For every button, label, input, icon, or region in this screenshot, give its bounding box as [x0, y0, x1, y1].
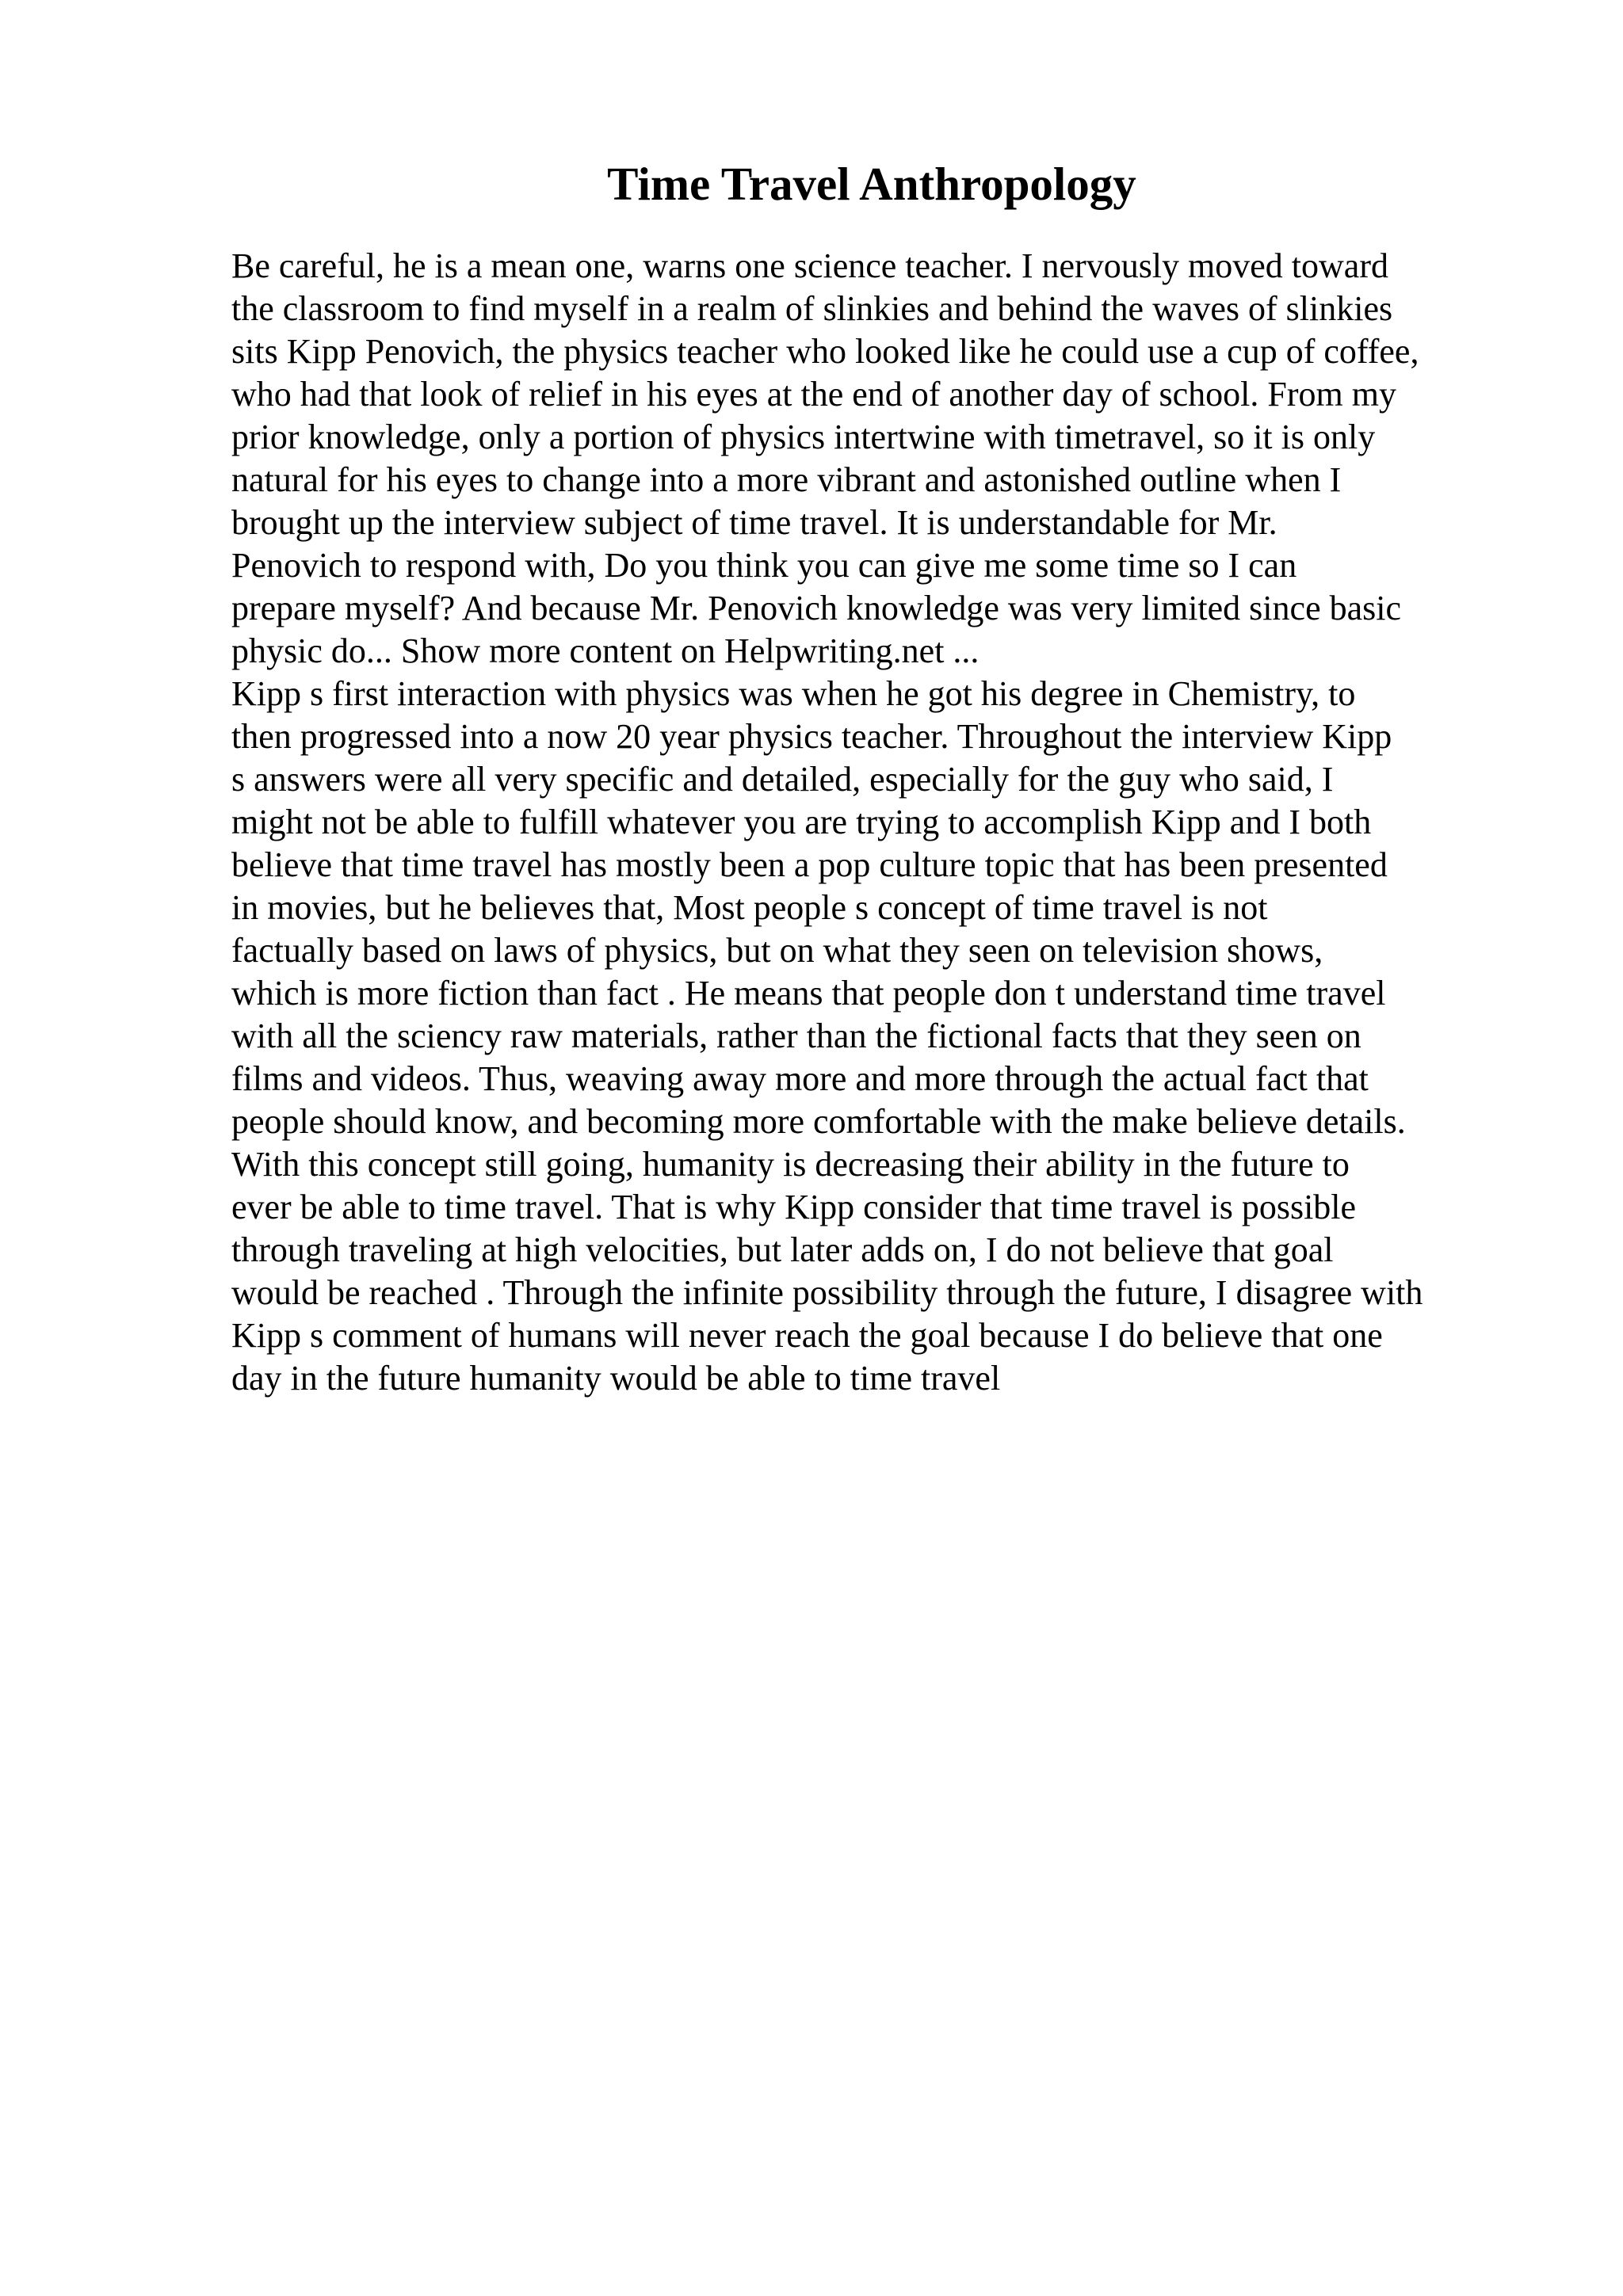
body-line: through traveling at high velocities, but later adds on, I do not believe that goal: [231, 1230, 1334, 1269]
body-line: ever be able to time travel. That is why Kipp consider that time travel is possible: [231, 1188, 1357, 1226]
body-line: s answers were all very specific and detailed, especially for the guy who said, I: [231, 760, 1334, 799]
body-line: sits Kipp Penovich, the physics teacher who looked like he could use a cup of coffee,: [231, 332, 1419, 371]
body-line: would be reached . Through the infinite possibility through the future, I disagree with: [231, 1273, 1423, 1312]
body-line: With this concept still going, humanity is decreasing their ability in the future to: [231, 1145, 1350, 1184]
body-line: with all the sciency raw materials, rather than the fictional facts that they seen on: [231, 1016, 1361, 1055]
body-line-show-more: physic do... Show more content on Helpwriting.net ...: [231, 631, 980, 670]
body-line: who had that look of relief in his eyes at the end of another day of school. From my: [231, 375, 1396, 414]
body-line: Penovich to respond with, Do you think you can give me some time so I can: [231, 546, 1297, 585]
body-line: which is more fiction than fact . He means that people don t understand time travel: [231, 974, 1386, 1013]
body-line: believe that time travel has mostly been a pop culture topic that has been presented: [231, 845, 1388, 884]
body-line: day in the future humanity would be able to time travel: [231, 1359, 1001, 1398]
body-line: Kipp s first interaction with physics was when he got his degree in Chemistry, to: [231, 674, 1356, 713]
body-line: Kipp s comment of humans will never reach the goal because I do believe that one: [231, 1316, 1383, 1355]
document-title: Time Travel Anthropology: [607, 158, 1136, 210]
document-body: [231, 245, 1579, 1400]
body-line: factually based on laws of physics, but on what they seen on television shows,: [231, 931, 1323, 970]
body-line: then progressed into a now 20 year physics teacher. Throughout the interview Kipp: [231, 717, 1392, 756]
body-line: might not be able to fulfill whatever you are trying to accomplish Kipp and I both: [231, 803, 1372, 841]
body-line: films and videos. Thus, weaving away more and more through the actual fact that: [231, 1059, 1369, 1098]
body-line: prepare myself? And because Mr. Penovich knowledge was very limited since basic: [231, 589, 1401, 627]
body-line: prior knowledge, only a portion of physics intertwine with timetravel, so it is only: [231, 418, 1376, 456]
body-line: Be careful, he is a mean one, warns one science teacher. I nervously moved toward: [231, 246, 1388, 285]
body-line: natural for his eyes to change into a more vibrant and astonished outline when I: [231, 460, 1342, 499]
body-line: people should know, and becoming more comfortable with the make believe details.: [231, 1102, 1406, 1141]
body-line: the classroom to find myself in a realm of slinkies and behind the waves of slinkies: [231, 289, 1393, 328]
body-line: in movies, but he believes that, Most people s concept of time travel is not: [231, 888, 1268, 927]
body-line: brought up the interview subject of time travel. It is understandable for Mr.: [231, 503, 1277, 542]
